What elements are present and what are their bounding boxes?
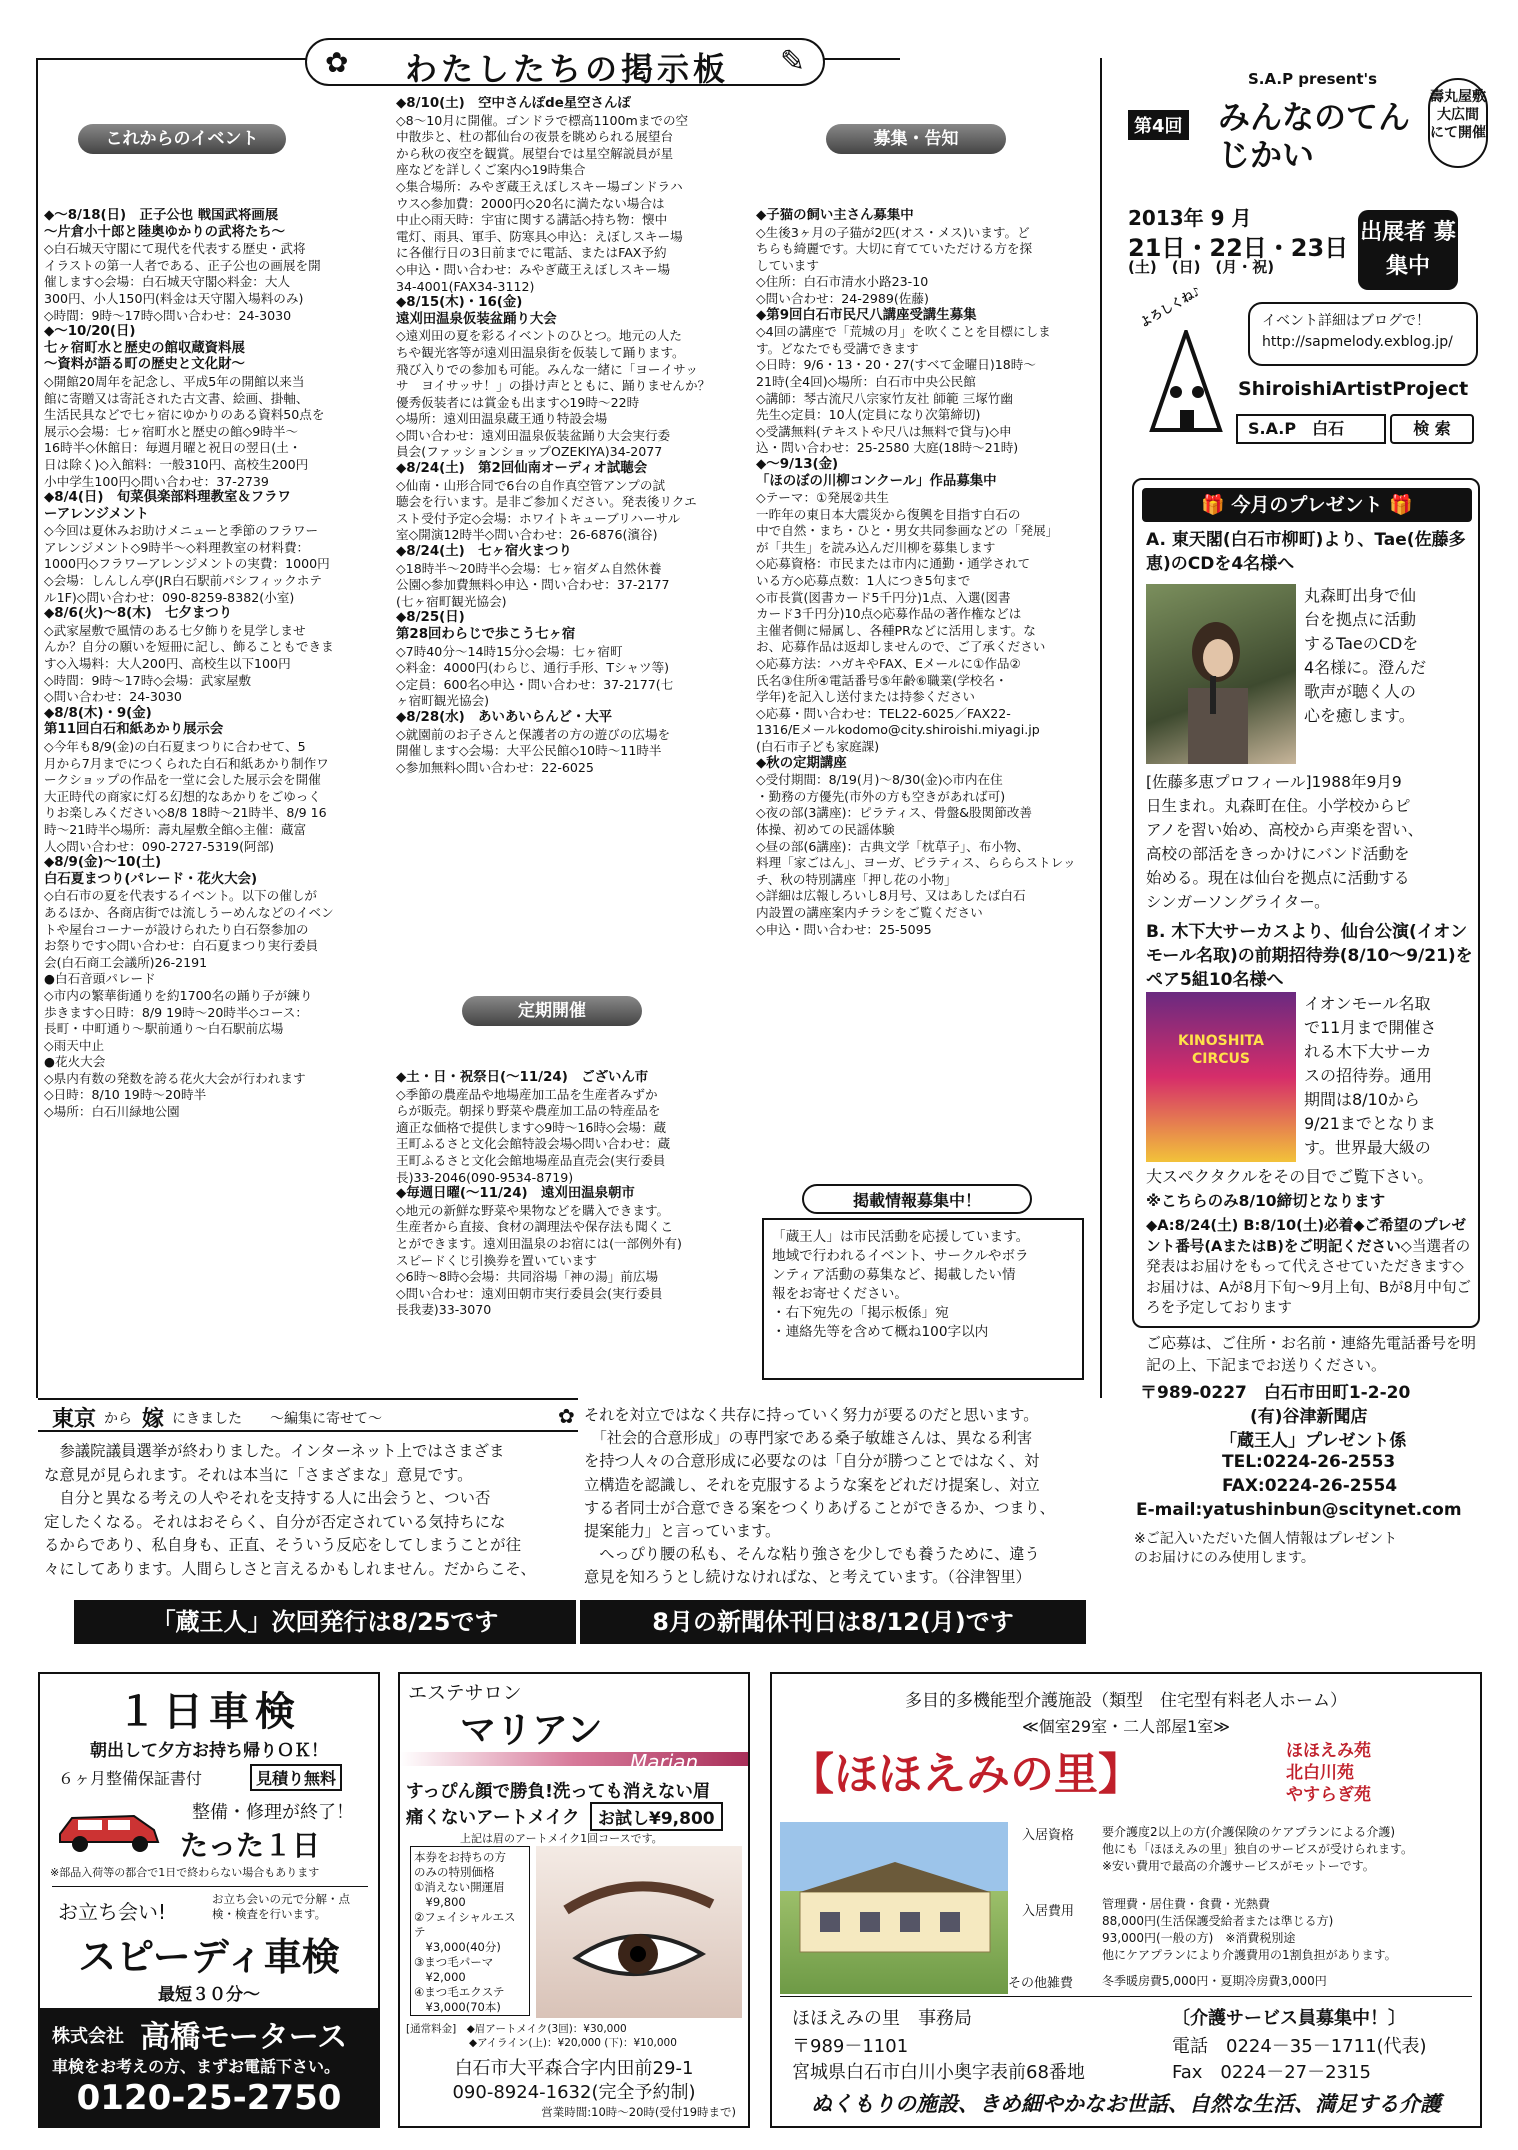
ad3-k3: その他雑費 (1008, 1976, 1074, 1991)
ad3-k1: 入居資格 (1022, 1828, 1075, 1843)
event-heading: ◆～8/18(日) 正子公也 戦国武将画展 (44, 208, 279, 223)
event-heading: ～片倉小十郎と陸奥ゆかりの武将たち～ (44, 224, 286, 240)
ad3-slogan: ぬくもりの施設、きめ細やかなお世話、自然な生活、満足する介護 (811, 2092, 1441, 2116)
ad3-zip: 〒989－1101 (792, 2036, 909, 2057)
present-addr2: (有)谷津新聞店 (1250, 1407, 1368, 1427)
sap-date: 2013年 9 月 (1128, 206, 1252, 230)
ad3-addr: 宮城県白石市白川小奥字表前68番地 (792, 2062, 1085, 2083)
ad1-estimate: 見積り無料 (250, 1764, 342, 1791)
sap-search-button[interactable]: 検 索 (1390, 414, 1474, 444)
event-heading: ◆土・日・祝祭日(～11/24) ございん市 (396, 1070, 649, 1085)
event-text: ◇地元の新鮮な野菜や果物などを購入できます。 生産者から直接、食材の調理法や保存法も聞くこ とができます。遠刈田温泉のお宿には(一部例外有) スピードくじ引換券を置いています ◇6時～8時◇会場：共同浴場「神の湯」前広場 ◇問い合わせ：遠刈田朝市実行委員会(実行委員 長我妻)33-3070 (396, 1202, 682, 1318)
circus-poster: KINOSHITA CIRCUS (1146, 992, 1296, 1162)
ad3-name: 【ほほえみの里】 (790, 1749, 1142, 1800)
regular-events-column (396, 1070, 746, 1380)
ad1-tachiai-note: お立ち会いの元で分解・点検・検査を行います。 (212, 1892, 350, 1921)
event-heading: ◆8/24(土) 七ヶ宿火まつり (396, 544, 572, 560)
essay-text-left: 参議院議員選挙が終わりました。インターネット上ではさまざま な意見が見られます。それは本当に「さまざまな」意見です。 自分と異なる考えの人やそれを支持する人に出会うと、つい否 定したくなる。それはおそらく、自分が否定されている気持ちにな るからであり、私自身も、正直、そういう反応をしてしまうことが往 々にしてあります。人間らしさと言えるかもしれません。だからこそ、 (44, 1442, 536, 1578)
ad1-call: 車検をお考えの方、まずお電話下さい。 (52, 2057, 341, 2076)
essay-title-c: 嫁 (142, 1407, 165, 1432)
sap-url[interactable]: http://sapmelody.exblog.jp/ (1262, 334, 1453, 350)
present-title-bar (1142, 488, 1472, 522)
event-heading: ◆8/9(金)～10(土) (44, 855, 162, 871)
board-title: わたしたちの掲示板 (404, 50, 729, 88)
section-ad-wanted: 掲載情報募集中！ (802, 1184, 1032, 1214)
facility-photo (780, 1822, 1008, 1994)
event-heading: ◆8/28(水) あいあいらんど・大平 (396, 709, 613, 725)
eye-photo (536, 1846, 742, 2018)
event-text: ◇遠刈田の夏を彩るイベントのひとつ。地元の人た ちや観光客等が遠刈田温泉街を仮装して踊ります。 飛び入りでの参加も可能。みんな一緒に「ヨーイサッ サ ヨイサッサ！」の掛け声とともに、踊りませんか？ 優秀仮装者には賞金も出ます◇19時～22時 ◇場所：遠刈田温泉蔵王通り特設会場 ◇問い合わせ：遠刈田温泉仮装盆踊り大会実行委 員会(ファッションショップOZEKIYA)34-2077 (396, 328, 711, 460)
essay-title-d: にきました (172, 1411, 242, 1427)
event-text: ◇テーマ：①発展②共生 一昨年の東日本大震災から復興を目指す白石の 中で自然・まち・ひと・男女共同参画などの「発展」 が「共生」を読み込んだ川柳を募集します ◇応募資格：市民または市内に通勤・通学されて いる方◇応募点数：1人につき5句まで ◇市長賞(図書カード5千円分)1点、入選(図書 カード3千円分)10点◇応募作品の著作権などは 主催者側に帰属し、各種PRなどに活用します。な お、応募作品は返却しませんので、ご了承ください ◇応募方法：ハガキやFAX、Eメールに①作品② 氏名③住所④電話番号⑤年齢⑥職業(学校名・ 学年)を記入し送付または持参ください ◇応募・問い合わせ：TEL22-6025／FAX22- 1316/Eメールkodomo@city.shiroishi.miyagi.jp (白石市子ども家庭課) (756, 490, 1059, 754)
present-deadline: ◆A:8/24(土) B:8/10(土)必着◆ご希望のプレゼント番号(AまたはB)をご明記ください◇当選者の発表はお届けをもって代えさせていただきます◇お届けは、Aが8月下旬～9月上旬、Bが8月中旬ごろを予定しております (1146, 1217, 1472, 1316)
present-b-title: B. 木下大サーカスより、仙台公演(イオンモール名取)の前期招待券(8/10～9/21)をペア5組10名様へ (1146, 922, 1473, 990)
event-heading: ◆第9回白石市民尺八講座受講生募集 (756, 307, 977, 323)
essay-text-right: それを対立ではなく共存に持っていく努力が要るのだと思います。 「社会的合意形成」の専門家である桑子敏雄さんは、異なる利害 を持つ人々の合意形成に必要なのは「自分が勝つことではなく、対 立構造を認識し、それを克服するような案をどれだけ提案し、対立 する者同士が合意できる案をつくりあげることができるか、つまり、 提案能力」と言っています。 へっぴり腰の私も、そんな粘り強さを少しでも養うために、違う 意見を知ろうとし続けなければな、と考えています。（谷津智里） (584, 1406, 1055, 1587)
sap-title: みんなのてんじかい (1218, 98, 1411, 174)
event-heading: ◆8/24(土) 第2回仙南オーディオ試聴会 (396, 461, 648, 477)
event-text: ◇18時半～20時半◇会場：七ヶ宿ダム自然休養 公園◇参加費無料◇申込・問い合わせ：37-2177 (七ヶ宿町観光協会) (396, 560, 670, 609)
essay-sub: ～編集に寄せて～ (270, 1411, 382, 1427)
ad1-company-pre: 株式会社 (52, 2026, 124, 2047)
board-border-left (36, 58, 38, 1398)
present-addr3: 「蔵王人」プレゼント係 (1220, 1431, 1407, 1451)
present-fax: FAX:0224-26-2554 (1222, 1476, 1398, 1496)
ad3-k2: 入居費用 (1022, 1904, 1075, 1919)
ad3-v2: 管理費・居住費・食費・光熱費 88,000円(生活保護受給者または準じる方) 93,000円(一般の方) ※消費税別途 他にケアプランにより介護費用の1割負担があります。 (1102, 1897, 1397, 1962)
present-b-text: イオンモール名取 で11月まで開催さ れる木下大サーカ スの招待券。通用 期間は8/10から 9/21までとなりま す。世界最大級の (1304, 994, 1437, 1157)
tae-photo (1146, 584, 1296, 764)
event-text: ◇白石城天守閣にて現代を代表する歴史・武将 イラストの第一人者である、正子公也の画展を開 催します◇会場：白石城天守閣◇料金：大人 300円、小人150円(料金は天守閣入場料のみ) ◇時間：9時～17時◇問い合わせ：24-3030 (44, 241, 321, 323)
sap-venue: 壽丸屋敷 大広間 にて開催 (1428, 78, 1488, 168)
essay-title-b: から (104, 1411, 132, 1427)
present-box (1132, 478, 1480, 1374)
ad-shaken (38, 1672, 380, 2128)
present-a-text: 丸森町出身で仙 台を拠点に活動 するTaeのCDを 4名様に。澄んだ 歌声が聴く人の 心を癒します。 (1304, 586, 1427, 725)
ad2-menu: 本券をお持ちの方 のみの特別価格 ①消えない開運眉 ¥9,800 ②フェイシャルエステ ¥3,000(40分) ③まつ毛パーマ ¥2,000 ④まつ毛エクステ ¥3,000(70本) (410, 1846, 530, 2016)
ad1-company: 高橋モータース (140, 2020, 348, 2055)
event-text: ◇7時40分～14時15分◇会場：七ヶ宿町 ◇料金：4000円(わらじ、通行手形、Tシャツ等) ◇定員：600名◇申込・問い合わせ：37-2177(七 ヶ宿町観光協会) (396, 643, 674, 709)
event-text: ◇今年も8/9(金)の白石夏まつりに合わせて、5 月から7月までにつくられた白石和紙あかり制作ワ ークショップの作品を一堂に会した展示会を開催 大正時代の商家に灯る幻想的なあかりをごゆっく りお楽しみください◇8/8 18時～21時半、8/9 16 時～21時半◇場所：壽丸屋敷全館◇主催：蔵富 人◇問い合わせ：090-2727-5319(阿部) (44, 739, 329, 854)
ad3-v1: 要介護度2以上の方(介護保険のケアプランによる介護) 他にも「ほほえみの里」独自のサービスが受けられます。 ※安い費用で最高の介護サービスがモットーです。 (1102, 1825, 1414, 1873)
gift-icon: 🎁 (1201, 494, 1225, 516)
event-text: ◇今回は夏休みお助けメニューと季節のフラワー アレンジメント◇9時半～◇料理教室の材料費： 1000円◇フラワーアレンジメントの実費：1000円 ◇会場：しんしん亭(JR白石駅前パシフィックホテ ル1F)◇問い合わせ：090-8259-8382(小室) (44, 523, 330, 605)
event-heading: 「ほのぼの川柳コンクール」作品募集中 (756, 473, 997, 489)
header-rule (36, 58, 306, 60)
present-addr1: 〒989-0227 白石市田町1-2-20 (1140, 1383, 1411, 1403)
flower-icon: ✿ (325, 46, 349, 79)
events-column-2 (396, 96, 746, 976)
events-column-1 (44, 208, 380, 1380)
ad2-hours: 営業時間:10時～20時(受付19時まで) (541, 2105, 736, 2119)
sap-promo (1118, 30, 1488, 470)
event-heading: ◆8/8(木)・9(金) (44, 705, 152, 721)
ad1-note: ※部品入荷等の都合で1日で終わらない場合もあります (50, 1866, 320, 1879)
present-a-title: A. 東天閣(白石市柳町)より、Tae(佐藤多恵)のCDを4名様へ (1146, 530, 1466, 574)
event-heading: ◆秋の定期講座 (756, 755, 847, 771)
event-heading: ◆8/4(日) 旬菜倶楽部料理教室＆フラワ (44, 490, 291, 506)
present-privacy: ※ご記入いただいた個人情報はプレゼント のお届けにのみ使用します。 (1134, 1531, 1398, 1566)
ad2-trial: お試し¥9,800 (590, 1802, 723, 1831)
sap-project: ShiroishiArtistProject (1238, 378, 1469, 400)
ad3-office: ほほえみの里 事務局 (792, 2008, 972, 2029)
ad2-head2: 痛くないアートメイク (406, 1808, 580, 1828)
sap-present: S.A.P present's (1248, 70, 1378, 88)
event-heading: ◆8/10(土) 空中さんぽde星空さんぽ (396, 96, 631, 111)
ad1-min: 最短３０分～ (158, 1985, 260, 2005)
banner-next-issue: 「蔵王人」次回発行は8/25です (74, 1600, 576, 1644)
event-text: ◇8～10月に開催。ゴンドラで標高1100mまでの空 中散歩と、杜の都仙台の夜景を眺められる展望台 から秋の夜空を観賞。展望台では星空解説員が星 座などを詳しくご案内◇19時集合 ◇集合場所：みやぎ蔵王えぼしスキー場ゴンドラハ ウス◇参加費：2000円◇20名に満たない場合は 中止◇雨天時：宇宙に関する講話◇持ち物：懐中 電灯、雨具、軍手、防寒具◇申込：えぼしスキー場 に各催行日の3日前までに電話、またはFAX予約 ◇申込・問い合わせ：みやぎ蔵王えぼしスキー場 34-4001(FAX34-3112) (396, 112, 689, 294)
event-text: ◇白石市の夏を代表するイベント。以下の催しが あるほか、各商店街では流しうーめんなどのイベン トや屋台コーナーが設けられたり白石祭参加の お祭りです◇問い合わせ：白石夏まつり実行委員 会(白石商工会議所)26-2191 ●白石音頭パレード ◇市内の繁華街通りを約1700名の踊り子が練り 歩きます◇日時：8/9 19時～20時半◇コース： 長町・中町通り～駅前通り～白石駅前広場 ◇雨天中止 ●花火大会 ◇県内有数の発数を誇る花火大会が行われます ◇日時：8/10 19時～20時半 ◇場所：白石川緑地公園 (44, 888, 334, 1120)
ad2-pre: エステサロン (408, 1682, 522, 1704)
present-tel: TEL:0224-26-2553 (1222, 1452, 1396, 1472)
recruit-column (756, 208, 1096, 1178)
event-text: ◇仙南・山形合同で6台の自作真空管アンプの試 聴会を行います。是非ご参加ください。発表後リクエ スト受付予定◇会場：ホワイトキューブリハーサル 室◇開演12時半◇問い合わせ：26-6876(濱谷) (396, 477, 697, 543)
ad1-title: １日車検 (117, 1689, 301, 1735)
essay-header (38, 1398, 578, 1432)
event-text: ◇受付期間：8/19(月)～8/30(金)◇市内在住 ・勤務の方優先(市外の方も空きがあれば可) ◇夜の部(3講座)：ピラティス、骨盤&股関節改善 体操、初めての民謡体験 ◇昼の部(6講座)：古典文学「枕草子」、布小物、 料理「家ごはん」、ヨーガ、ピラティス、らららストレッ チ、秋の特別講座「押し花の小物」 ◇詳細は広報しろいし8月号、又はあしたば白石 内設置の講座案内チラシをご覧ください ◇申込・問い合わせ：25-5095 (756, 772, 1076, 937)
event-heading: ◆毎週日曜(～11/24) 遠刈田温泉朝市 (396, 1186, 635, 1202)
sap-yoroshiku: よろしくね♪ (1137, 283, 1203, 330)
present-apply: ご応募は、ご住所・お名前・連絡先電話番号を明記の上、下記までお送りください。 (1146, 1334, 1476, 1374)
ad-marian (398, 1672, 750, 2128)
section-regular: 定期開催 (462, 996, 642, 1026)
event-heading: 白石夏まつり(パレード・花火大会) (44, 871, 258, 887)
ad2-addr: 白石市大平森合字内田前29-1 (454, 2058, 694, 2079)
essay-title-a: 東京 (52, 1407, 97, 1432)
sap-search-input[interactable]: S.A.P 白石 (1236, 414, 1386, 444)
ad1-tachiai: お立ち会い! (58, 1900, 167, 1924)
present-title: 今月のプレゼント (1231, 494, 1383, 516)
ad3-rooms: ≪個室29室・二人部屋1室≫ (1021, 1717, 1231, 1736)
section-events: これからのイベント (78, 124, 286, 154)
ad2-phone[interactable]: 090-8924-1632(完全予約制) (452, 2082, 696, 2103)
ad2-normal: [通常料金] ◆眉アートメイク(3回)：¥30,000 ◆アイライン(上)：¥20,000 (下)：¥10,000 (406, 2023, 677, 2049)
ad2-head1: すっぴん顔で勝負!洗っても消えない眉 (406, 1782, 711, 1802)
ad1-one-day: たった１日 (180, 1829, 321, 1862)
event-heading: ◆子猫の飼い主さん募集中 (756, 208, 914, 223)
event-heading: ◆～9/13(金) (756, 456, 839, 472)
pencil-icon: ✎ (779, 44, 805, 79)
gift-icon: 🎁 (1389, 494, 1413, 516)
car-icon (54, 1798, 164, 1854)
event-heading: 第28回わらじで歩こう七ヶ宿 (396, 627, 576, 642)
event-heading: 第11回白石和紙あかり展示会 (44, 722, 224, 738)
ad1-speedy: スピーディ車検 (78, 1935, 340, 1979)
sap-bubble (1248, 302, 1478, 366)
event-heading: ～資料が語る町の歴史と文化財～ (44, 357, 245, 373)
present-b-note: ※こちらのみ8/10締切となります (1146, 1192, 1386, 1210)
ad3-fax: Fax 0224－27－2315 (1172, 2062, 1371, 2083)
sap-days: 21日・22日・23日 (1128, 234, 1349, 262)
banner-holiday: 8月の新聞休刊日は8/12(月)です (580, 1600, 1086, 1644)
flower-icon: ✿ (558, 1404, 575, 1428)
event-text: ◇武家屋敷で風情のある七夕飾りを見学しませ んか？自分の願いを短冊に記し、飾ることもできま す◇入場料：大人200円、高校生以下100円 ◇時間：9時～17時◇会場：武家屋敷 ◇問い合わせ：24-3030 (44, 622, 334, 705)
ad3-recruit: 〔介護サービス員募集中！〕 (1172, 2008, 1406, 2029)
event-text: ◇生後3ヶ月の子猫が2匹(オス・メス)います。ど ちらも綺麗です。大切に育てていただける方を探 しています ◇住所：白石市清水小路23-10 ◇問い合わせ：24-2989(佐藤) (756, 224, 1033, 306)
ad1-sub: 朝出して夕方お持ち帰りＯＫ！ (90, 1741, 328, 1761)
sap-blog: イベント詳細はブログで！ (1262, 313, 1430, 329)
ad3-head: 多目的多機能型介護施設（類型 住宅型有料老人ホーム） (905, 1691, 1347, 1711)
event-text: ◇季節の農産品や地場産加工品を生産者みずか らが販売。朝採り野菜や農産加工品の特産品を 適正な価格で提供します◇9時～16時◇会場：蔵 王町ふるさと文化会館特設会場◇問い合わせ：蔵 王町ふるさと文化会館地場産品直売会(実行委員 長)33-2046(090-9534-8719) (396, 1086, 671, 1185)
ad1-phone[interactable]: 0120-25-2750 (76, 2078, 342, 2118)
ad-hohoemi (770, 1672, 1482, 2128)
ad1-footer (40, 2008, 378, 2126)
sap-badge: 出展者 募集中 (1358, 210, 1458, 290)
event-heading: 遠刈田温泉仮装盆踊り大会 (396, 311, 557, 327)
board-border-right (1100, 58, 1102, 1398)
ad2-latin: Marian (630, 1750, 699, 1774)
present-email[interactable]: E-mail:yatushinbun@scitynet.com (1136, 1500, 1462, 1520)
event-heading: ◆～10/20(日) (44, 324, 136, 340)
event-heading: 七ヶ宿町水と歴史の館収蔵資料展 (44, 340, 245, 356)
ad3-subs: ほほえみ苑 北白川苑 やすらぎ苑 (1286, 1741, 1371, 1805)
event-text: ◇就園前のお子さんと保護者の方の遊びの広場を 開催します◇会場：大平公民館◇10時～11時半 ◇参加無料◇問い合わせ：22-6025 (396, 726, 671, 775)
sap-round: 第4回 (1128, 110, 1189, 140)
event-heading: ーアレンジメント (44, 506, 149, 522)
event-heading: ◆8/15(木)・16(金) (396, 295, 523, 311)
section-recruit: 募集・告知 (826, 124, 1006, 154)
board-header (305, 38, 825, 86)
ad1-warranty: ６ヶ月整備保証書付 (58, 1769, 203, 1788)
mascot-icon (1146, 330, 1226, 440)
header-rule (824, 58, 900, 60)
ad2-name: マリアン (460, 1710, 603, 1751)
event-text: ◇開館20周年を記念し、平成5年の開館以来当 館に寄贈又は寄託された古文書、絵画、掛軸、 生活民具などで七ヶ宿にゆかりのある資料50点を 展示◇会場：七ヶ宿町水と歴史の館◇9時半～ 16時半◇休館日：毎週月曜と祝日の翌日(土・ 日は除く)◇入館料：一般310円、高校生200円 小中学生100円◇問い合わせ：37-2739 (44, 373, 325, 489)
ad2-trial-note: 上記は眉のアートメイク1回コースです。 (460, 1832, 663, 1845)
event-text: ◇4回の講座で「荒城の月」を吹くことを目標にしま す。どなたでも受講できます ◇日時：9/6・13・20・27(すべて金曜日)18時～ 21時(全4回)◇場所：白石市中央公民館 ◇講師：琴古流尺八宗家竹友社 師範 三塚竹幽 先生◇定員：10人(定員になり次第締切) ◇受講無料(テキストや尺八は無料で貸与)◇申 込・問い合わせ：25-2580 大庭(18時～21時) (756, 324, 1051, 456)
ad1-repair: 整備・修理が終了！ (192, 1802, 354, 1823)
ad3-tel[interactable]: 電話 0224－35－1711(代表) (1172, 2036, 1427, 2057)
present-b-text2: 大スペクタクルをその目でご覧下さい。 (1146, 1167, 1434, 1186)
event-heading: ◆8/6(火)～8(木) 七夕まつり (44, 606, 233, 622)
sap-dow: (土) (日) (月・祝) (1128, 258, 1275, 276)
event-heading: ◆8/25(日) (396, 610, 465, 626)
ad-wanted-box: 「蔵王人」は市民活動を応援しています。 地域で行われるイベント、サークルやボラ ンティア活動の募集など、掲載したい情 報をお寄せください。 ・右下宛先の「掲示板係」宛 ・連絡先等を含めて概ね100字以内 (762, 1218, 1084, 1380)
present-a-profile: [佐藤多恵プロフィール]1988年9月9 日生まれ。丸森町在住。小学校からピ アノを習い始め、高校から声楽を習い、 高校の部活をきっかけにバンド活動を 始める。現在は仙台を拠点に活動する シンガーソングライター。 (1146, 773, 1424, 911)
ad3-v3: 冬季暖房費5,000円・夏期冷房費3,000円 (1102, 1974, 1327, 1988)
